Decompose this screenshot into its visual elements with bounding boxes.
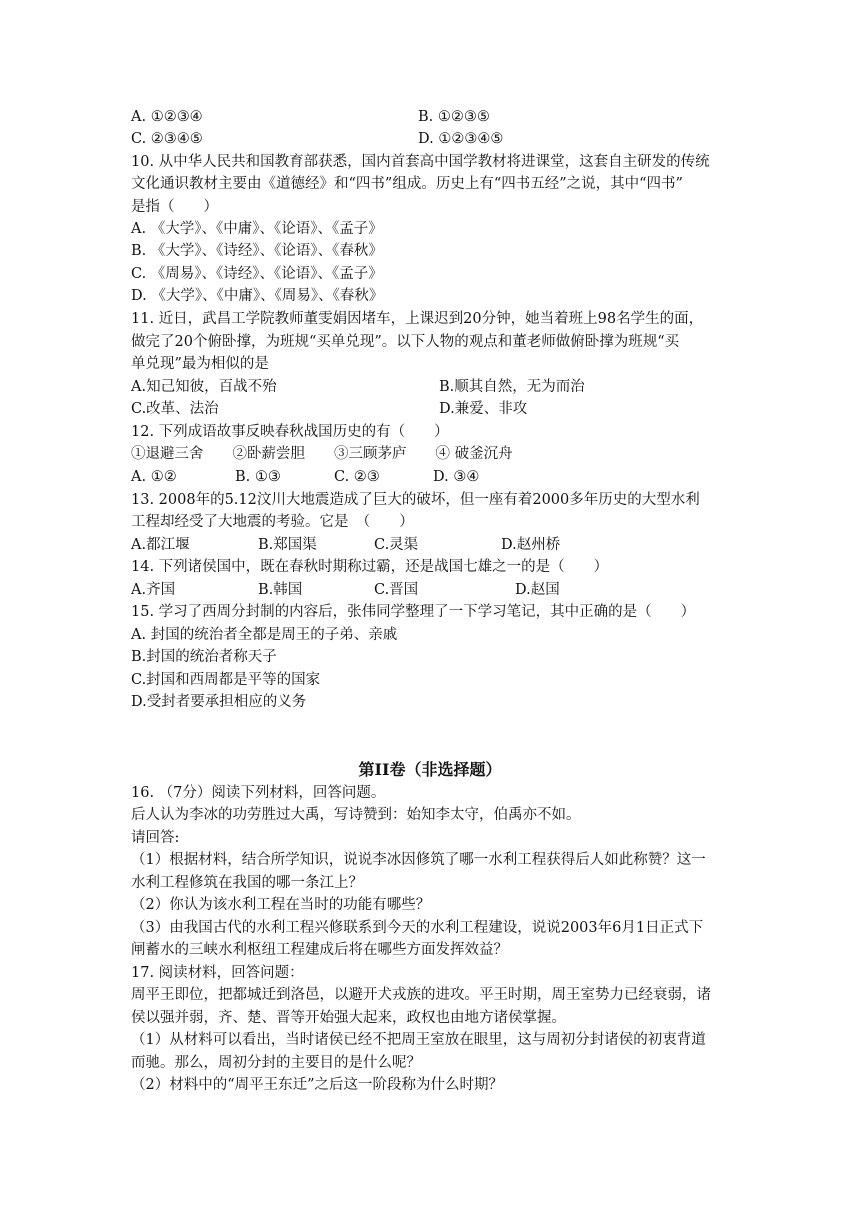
q9-option-b: B. ①②③⑤ [418,109,490,125]
q15-option-d: D.受封者要承担相应的义务 [131,694,307,710]
q11-stem-line2: 做完了20个俯卧撑，为班规“买单兑现”。以下人物的观点和董老师做俯卧撑为班规“买 [131,334,680,350]
q14-option-c: C.晋国 [374,582,419,598]
q10-stem-line3: 是指（ ） [131,199,218,215]
q15-option-c: C.封国和西周都是平等的国家 [131,672,321,688]
q15-option-b: B.封国的统治者称天子 [131,649,277,665]
q14-stem-line1: 14. 下列诸侯国中，既在春秋时期称过霸，还是战国七雄之一的是（ ） [131,559,609,575]
q15-option-a: A. 封国的统治者全都是周王的子弟、亲戚 [131,627,398,643]
q16-line5: 水利工程修筑在我国的哪一条江上？ [131,875,363,891]
q12-option-b: B. ①③ [235,469,281,485]
q10-stem-line1: 10. 从中华人民共和国教育部获悉，国内首套高中国学教材将进课堂，这套自主研发的传统 [131,154,710,170]
q13-stem-line2: 工程却经受了大地震的考验。它是 （ ） [131,514,414,530]
q14-option-d: D.赵国 [515,582,560,598]
q12-option-d: D. ③④ [433,469,480,485]
q17-line4: （1）从材料可以看出，当时诸侯已经不把周王室放在眼里，这与周初分封诸侯的初衷背道 [131,1032,706,1048]
q11-stem-line1: 11. 近日，武昌工学院教师董雯娟因堵车，上课迟到20分钟，她当着班上98名学生的面， [131,311,704,327]
q12-option-a: A. ①② [131,469,177,485]
section-title: 第II卷（非选择题） [358,760,502,779]
q16-line8: 闸蓄水的三峡水利枢纽工程建成后将在哪些方面发挥效益？ [131,942,508,958]
q13-option-a: A.都江堰 [131,537,190,553]
q16-line1: 16. （7分）阅读下列材料，回答问题。 [131,785,386,801]
q11-option-c: C.改革、法治 [131,401,219,417]
q13-option-c: C.灵渠 [374,537,419,553]
q16-line4: （1）根据材料，结合所学知识，说说李冰因修筑了哪一水利工程获得后人如此称赞？这一 [131,852,706,868]
q10-option-b: B. 《大学》、《诗经》、《论语》、《春秋》 [131,243,383,259]
q14-option-b: B.韩国 [258,582,303,598]
q13-option-d: D.赵州桥 [501,537,561,553]
q13-stem-line1: 13. 2008年的5.12汶川大地震造成了巨大的破坏，但一座有着2000多年历史的大型水利 [131,492,700,508]
q11-option-d: D.兼爱、非攻 [439,401,528,417]
q9-option-d: D. ①②③④⑤ [418,131,504,147]
q12-option-c: C. ②③ [334,469,380,485]
q12-stem-line1: 12. 下列成语故事反映春秋战国历史的有（ ） [131,424,449,440]
q13-option-b: B.郑国渠 [258,537,317,553]
q15-stem-line1: 15. 学习了西周分封制的内容后，张伟同学整理了一下学习笔记，其中正确的是（ ） [131,604,696,620]
q10-option-c: C. 《周易》、《诗经》、《论语》、《孟子》 [131,266,383,282]
q16-line6: （2）你认为该水利工程在当时的功能有哪些？ [131,897,431,913]
q17-line3: 侯以强并弱，齐、楚、晋等开始强大起来，政权也由地方诸侯掌握。 [131,1010,566,1026]
q9-option-a: A. ①②③④ [131,109,203,125]
q16-line2: 后人认为李冰的功劳胜过大禹，写诗赞到：始知李太守，伯禹亦不如。 [131,807,581,823]
q17-line1: 17. 阅读材料，回答问题： [131,965,304,981]
q14-option-a: A.齐国 [131,582,176,598]
q11-stem-line3: 单兑现”最为相似的是 [131,356,269,372]
q10-option-a: A. 《大学》、《中庸》、《论语》、《孟子》 [131,221,383,237]
q17-line2: 周平王即位，把都城迁到洛邑，以避开犬戎族的进攻。平王时期，周王室势力已经衰弱，诸 [131,987,711,1003]
q11-option-a: A.知己知彼，百战不殆 [131,379,277,395]
q17-line6: （2）材料中的“周平王东迁”之后这一阶段称为什么时期？ [131,1077,504,1093]
q17-line5: 而驰。那么，周初分封的主要目的是什么呢？ [131,1055,421,1071]
q10-option-d: D. 《大学》、《中庸》、《周易》、《春秋》 [131,288,384,304]
q12-stem-line2: ①退避三舍 ②卧薪尝胆 ③三顾茅庐 ④ 破釜沉舟 [131,446,513,462]
q16-line7: （3）由我国古代的水利工程兴修联系到今天的水利工程建设，说说2003年6月1日正式下 [131,920,704,936]
q16-line3: 请回答: [131,830,180,846]
q9-option-c: C. ②③④⑤ [131,131,203,147]
q11-option-b: B.顺其自然，无为而治 [439,379,585,395]
q10-stem-line2: 文化通识教材主要由《道德经》和“四书”组成。历史上有“四书五经”之说，其中“四书” [131,176,683,192]
